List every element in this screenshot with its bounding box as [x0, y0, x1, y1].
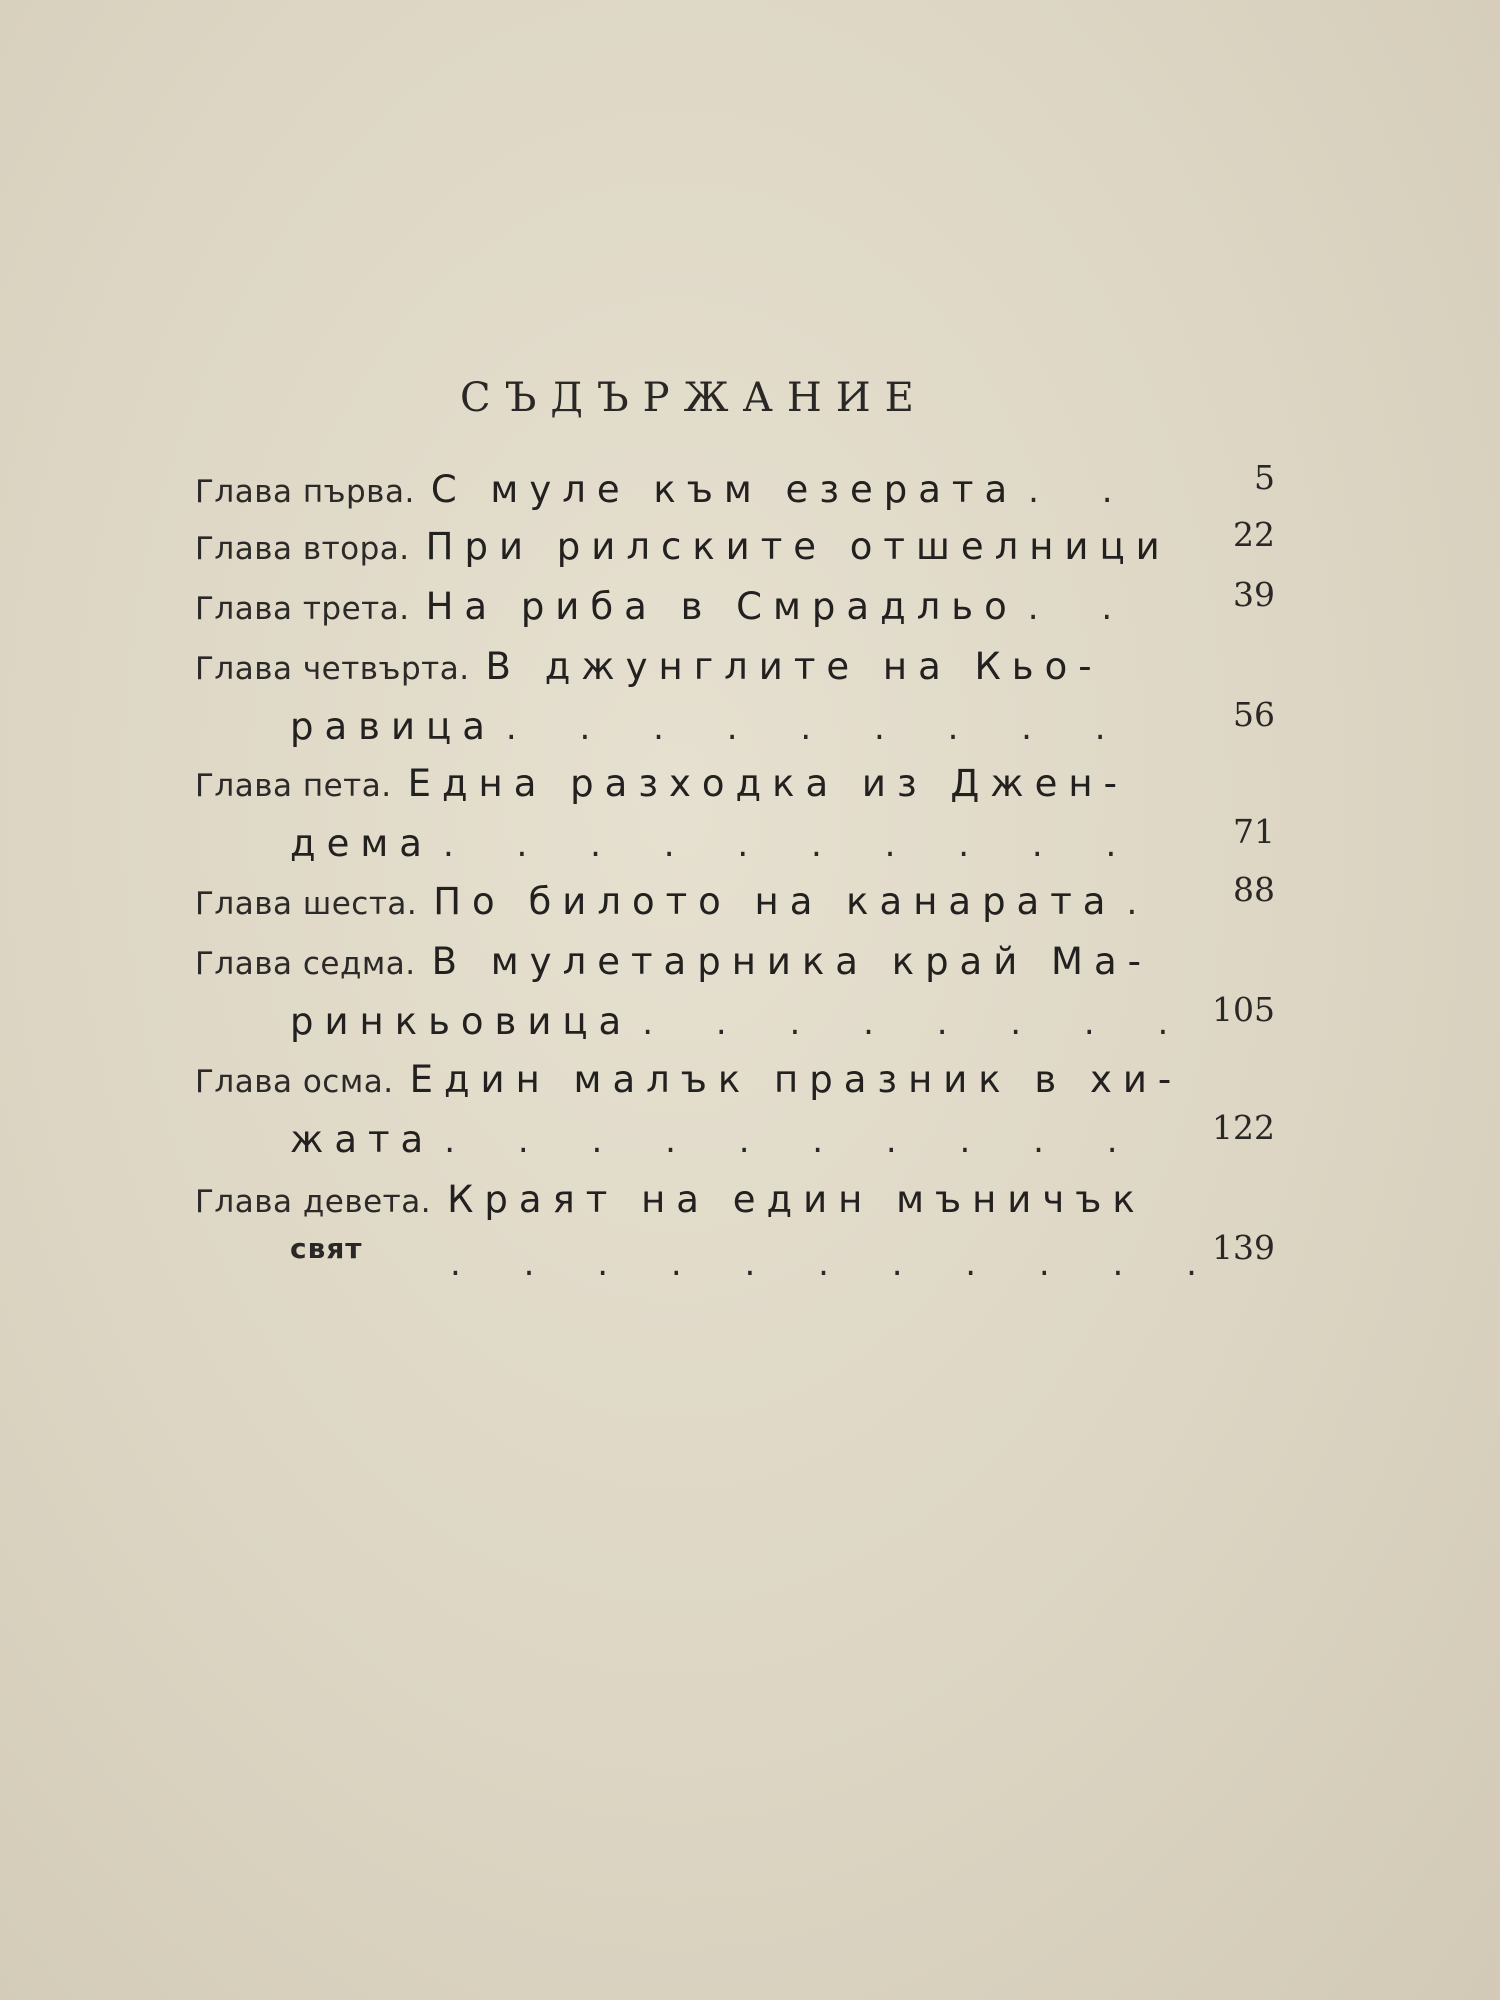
chapter-number: Глава втора. — [195, 531, 410, 567]
chapter-number: Глава трета. — [195, 591, 410, 627]
toc-entry-continuation — [290, 990, 1275, 1060]
page-number: 105 — [1212, 990, 1275, 1029]
chapter-title-continuation: жата — [290, 1118, 435, 1161]
toc-entry — [195, 1058, 1275, 1118]
toc-entry-continuation — [290, 695, 1275, 765]
toc-entry-continuation — [290, 1228, 1275, 1298]
page-title: СЪДЪРЖАНИЕ — [460, 375, 928, 421]
chapter-title-continuation: равица — [290, 705, 496, 748]
chapter-number: Глава седма. — [195, 946, 416, 982]
chapter-title: Краят на един мъничък — [447, 1178, 1146, 1221]
chapter-number: Глава първа. — [195, 474, 415, 510]
page-number: 88 — [1233, 870, 1275, 909]
chapter-title: При рилските отшелници — [425, 525, 1171, 568]
chapter-title-continuation: свят — [290, 1232, 363, 1265]
toc-entry-continuation — [290, 1108, 1275, 1178]
page-number: 39 — [1233, 575, 1275, 614]
leader-dots: . . . . . . . . . . — [442, 825, 1143, 865]
toc-entry — [195, 575, 1275, 645]
chapter-title-continuation: дема — [290, 822, 433, 865]
chapter-number: Глава пета. — [195, 768, 392, 804]
toc-entry — [195, 458, 1275, 528]
toc-entry — [195, 1178, 1275, 1238]
page-number: 22 — [1233, 515, 1275, 554]
chapter-number: Глава четвърта. — [195, 651, 470, 687]
chapter-title: Един малък празник в хи- — [409, 1058, 1183, 1101]
toc-entry-continuation — [290, 812, 1275, 882]
leader-dots: . . . . . . . . . . — [444, 1121, 1144, 1161]
leader-dots: . . — [1028, 471, 1139, 511]
chapter-title: В джунглите на Кьо- — [485, 645, 1103, 688]
toc-entry — [195, 762, 1275, 822]
leader-dots: . . . . . . . . — [642, 1003, 1195, 1043]
page-number: 56 — [1233, 695, 1275, 734]
leader-dots: . — [1126, 883, 1164, 923]
leader-dots: . . . . . . . . . — [505, 708, 1132, 748]
page-number: 5 — [1254, 458, 1275, 497]
toc-entry — [195, 645, 1275, 705]
chapter-title: Една разходка из Джен- — [407, 762, 1128, 805]
leader-dots: . . . . . . . . . . . — [450, 1244, 1223, 1284]
chapter-title: На риба в Смрадльо — [425, 585, 1018, 628]
toc-entry — [195, 515, 1275, 585]
chapter-title-continuation: ринкьовица — [290, 1000, 633, 1043]
toc-entry — [195, 940, 1275, 1000]
chapter-number: Глава девета. — [195, 1184, 432, 1220]
chapter-title: По билото на канарата — [433, 880, 1117, 923]
page-number: 139 — [1212, 1228, 1275, 1267]
page-number: 122 — [1212, 1108, 1275, 1147]
chapter-title: В мулетарника край Ма- — [431, 940, 1152, 983]
page-number: 71 — [1233, 812, 1275, 851]
toc-entry — [195, 870, 1275, 940]
chapter-number: Глава шеста. — [195, 886, 418, 922]
chapter-title: С муле към езерата — [430, 468, 1019, 511]
chapter-number: Глава осма. — [195, 1064, 394, 1100]
leader-dots: . . — [1027, 588, 1139, 628]
